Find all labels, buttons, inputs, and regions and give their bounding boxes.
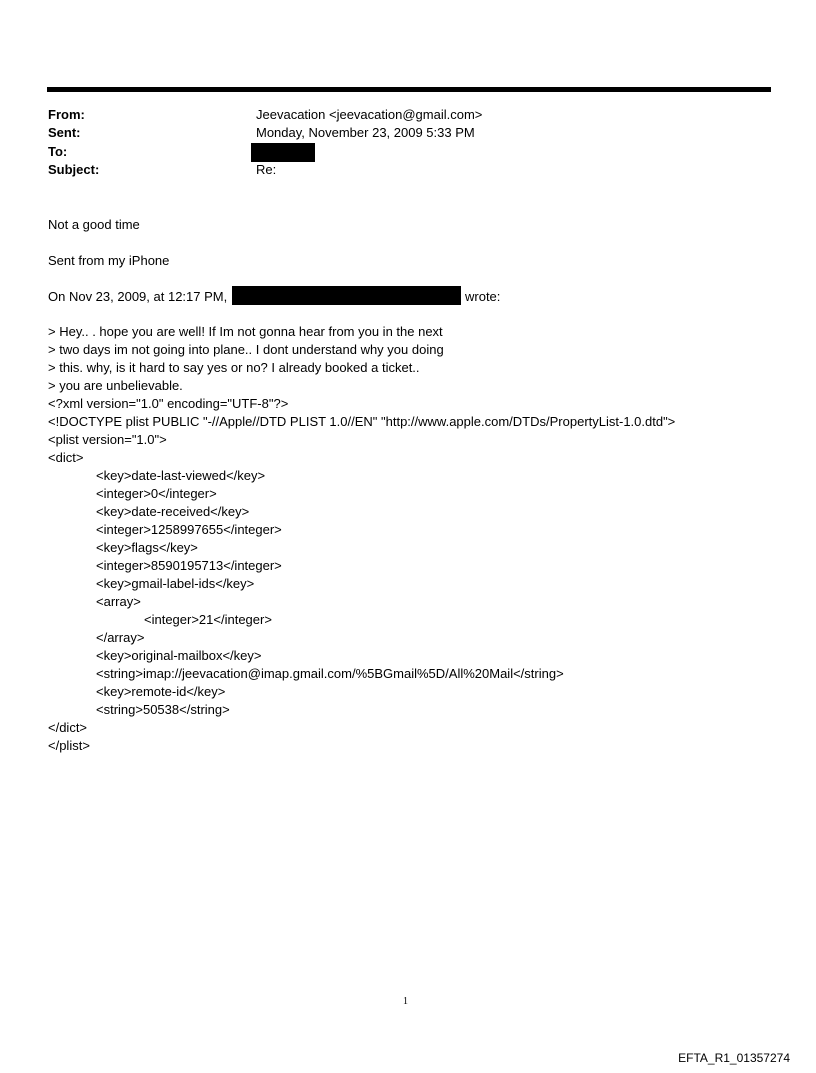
code-line: <array> — [96, 594, 141, 609]
code-line: <key>date-last-viewed</key> — [96, 468, 266, 483]
code-line: <?xml version="1.0" encoding="UTF-8"?> — [48, 396, 289, 411]
to-label: To: — [48, 144, 68, 159]
code-line: > Hey.. . hope you are well! If Im not gonna hear from you in the next — [48, 324, 443, 339]
quote-intro-prefix: On Nov 23, 2009, at 12:17 PM, — [48, 289, 228, 304]
code-line: <dict> — [48, 450, 84, 465]
code-line: <key>original-mailbox</key> — [96, 648, 262, 663]
code-line: <key>date-received</key> — [96, 504, 250, 519]
code-line: <string>50538</string> — [96, 702, 230, 717]
sent-label: Sent: — [48, 125, 81, 140]
code-line: <key>gmail-label-ids</key> — [96, 576, 255, 591]
to-redaction — [251, 143, 315, 162]
subject-value: Re: — [256, 162, 277, 177]
code-line: </dict> — [48, 720, 88, 735]
header-rule — [47, 87, 771, 92]
code-line: > you are unbelievable. — [48, 378, 183, 393]
code-line: <!DOCTYPE plist PUBLIC "-//Apple//DTD PLIST 1.0//EN" "http://www.apple.com/DTDs/PropertyList-1.0.dtd"> — [48, 414, 676, 429]
from-label: From: — [48, 107, 85, 122]
quote-intro-suffix: wrote: — [465, 289, 501, 304]
code-line: <string>imap://jeevacation@imap.gmail.com/%5BGmail%5D/All%20Mail</string> — [96, 666, 564, 681]
sent-value: Monday, November 23, 2009 5:33 PM — [256, 125, 475, 140]
code-line: <integer>21</integer> — [144, 612, 272, 627]
code-line: <plist version="1.0"> — [48, 432, 167, 447]
code-line: <integer>1258997655</integer> — [96, 522, 282, 537]
page-number: 1 — [403, 996, 408, 1007]
code-line: > two days im not going into plane.. I dont understand why you doing — [48, 342, 444, 357]
code-line: </plist> — [48, 738, 90, 753]
code-line: > this. why, is it hard to say yes or no? I already booked a ticket.. — [48, 360, 420, 375]
code-line: <key>remote-id</key> — [96, 684, 226, 699]
code-line: </array> — [96, 630, 145, 645]
code-line: <integer>8590195713</integer> — [96, 558, 282, 573]
signature-line: Sent from my iPhone — [48, 253, 170, 268]
sender-redaction — [232, 286, 461, 305]
document-id: EFTA_R1_01357274 — [678, 1051, 790, 1065]
from-value: Jeevacation <jeevacation@gmail.com> — [256, 107, 483, 122]
subject-label: Subject: — [48, 162, 100, 177]
code-line: <key>flags</key> — [96, 540, 198, 555]
quoted-content — [48, 323, 675, 755]
code-line: <integer>0</integer> — [96, 486, 217, 501]
message-line: Not a good time — [48, 217, 140, 232]
